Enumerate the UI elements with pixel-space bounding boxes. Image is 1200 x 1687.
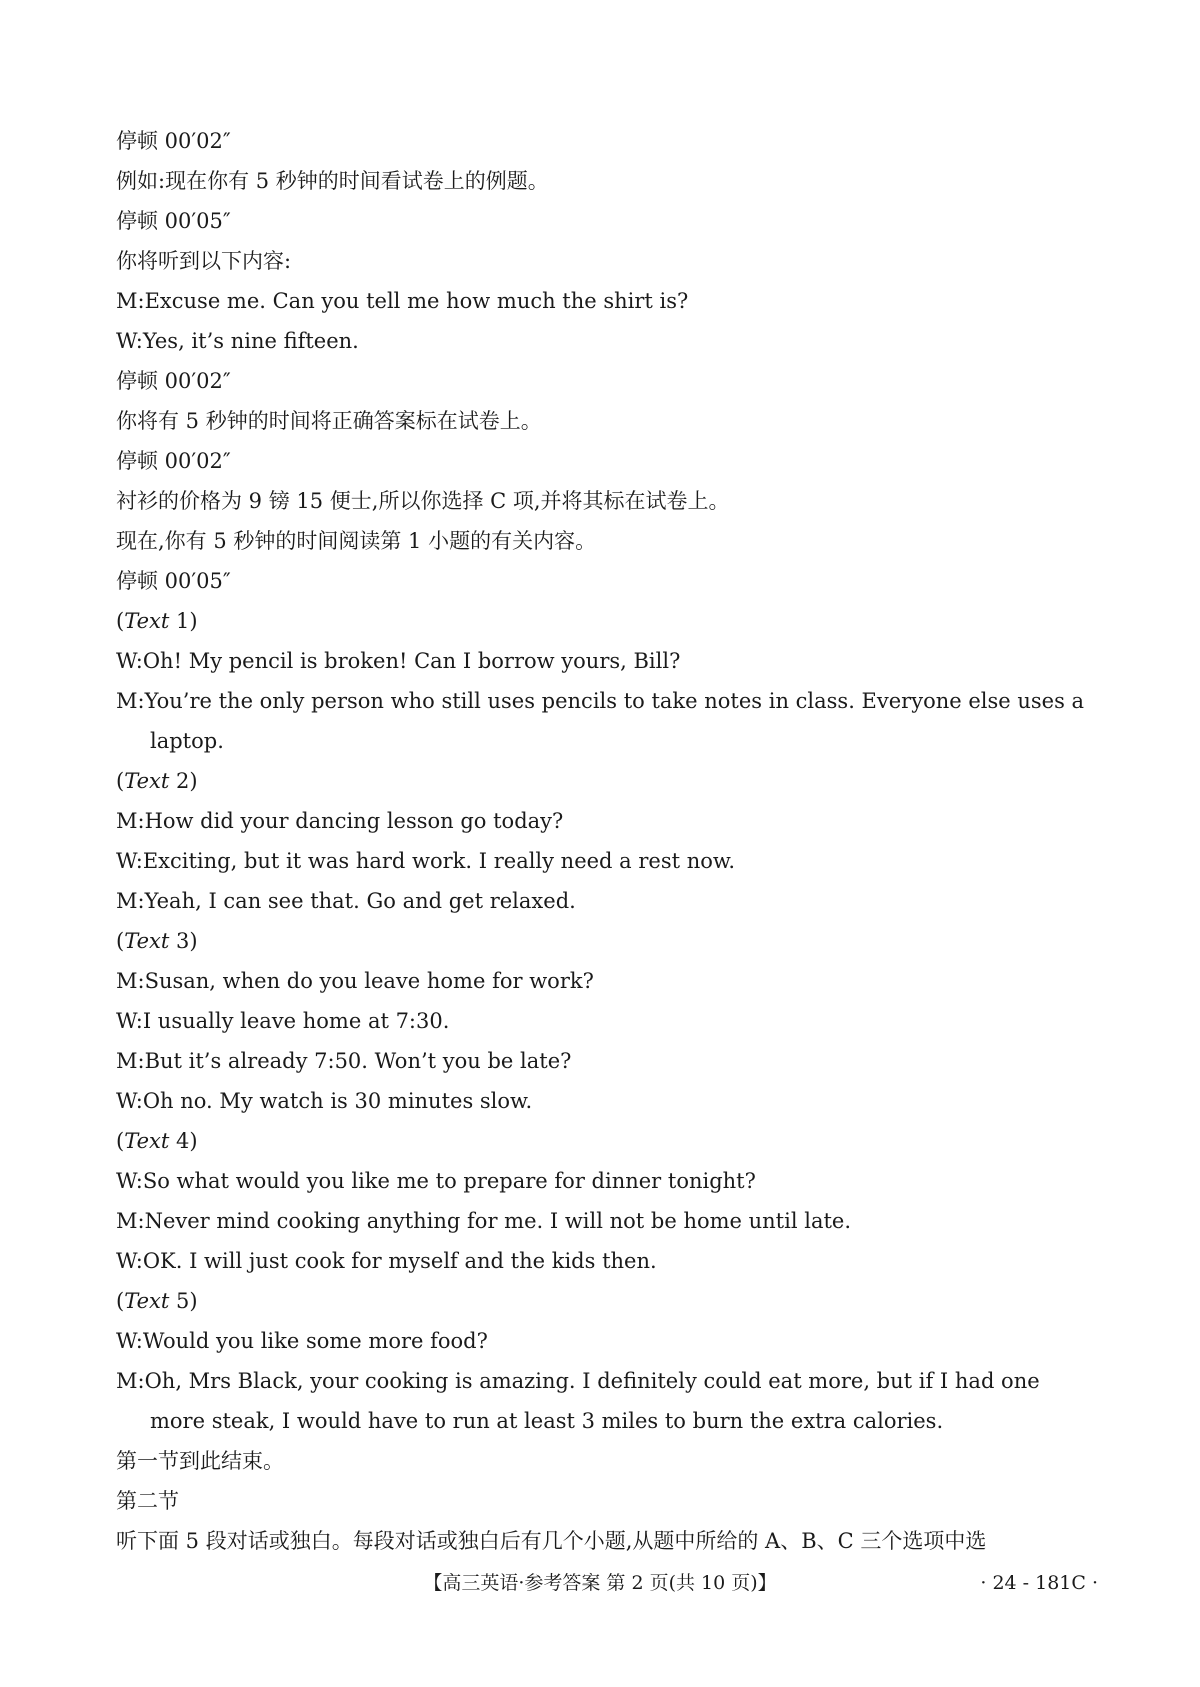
- dialogue-line: M:You’re the only person who still uses pencils to take notes in class. Everyone else uses a laptop.: [116, 689, 1085, 753]
- text-heading-open: (: [116, 769, 125, 793]
- text-heading-number: 3): [169, 929, 198, 953]
- text-heading-open: (: [116, 1289, 125, 1313]
- dialogue-line: M:Yeah, I can see that. Go and get relaxed.: [116, 889, 576, 913]
- dialogue-line: W:Oh no. My watch is 30 minutes slow.: [116, 1089, 533, 1113]
- dialogue-line: W:So what would you like me to prepare for dinner tonight?: [116, 1169, 756, 1193]
- pause-line: 停顿 00′05″: [116, 209, 231, 233]
- text-heading-number: 1): [169, 609, 198, 633]
- dialogue-line: W:Oh! My pencil is broken! Can I borrow yours, Bill?: [116, 649, 681, 673]
- dialogue-line: M:How did your dancing lesson go today?: [116, 809, 564, 833]
- instruction-line: 现在,你有 5 秒钟的时间阅读第 1 小题的有关内容。: [116, 529, 597, 553]
- instruction-line: 听下面 5 段对话或独白。每段对话或独白后有几个小题,从题中所给的 A、B、C 三个选项中选: [116, 1529, 987, 1553]
- pause-line: 停顿 00′02″: [116, 369, 231, 393]
- text-heading-word: Text: [124, 1289, 170, 1313]
- text-heading: [116, 921, 1100, 961]
- instruction-line: 你将有 5 秒钟的时间将正确答案标在试卷上。: [116, 409, 542, 433]
- text-heading-word: Text: [124, 1129, 170, 1153]
- footer-page-info: 【高三英语·参考答案 第 2 页(共 10 页)】: [423, 1572, 777, 1594]
- pause-line: 停顿 00′02″: [116, 129, 231, 153]
- pause-line: 停顿 00′05″: [116, 569, 231, 593]
- text-heading-number: 2): [169, 769, 198, 793]
- you-will-hear-line: 你将听到以下内容:: [116, 249, 292, 273]
- dialogue-line: W:OK. I will just cook for myself and the kids then.: [116, 1249, 657, 1273]
- text-heading: [116, 601, 1100, 641]
- text-heading-open: (: [116, 929, 125, 953]
- text-heading: [116, 1281, 1100, 1321]
- text-heading-number: 5): [169, 1289, 198, 1313]
- text-heading-number: 4): [169, 1129, 198, 1153]
- dialogue-line: M:Susan, when do you leave home for work?: [116, 969, 594, 993]
- dialogue-line: M:But it’s already 7:50. Won’t you be late?: [116, 1049, 572, 1073]
- text-heading-open: (: [116, 1129, 125, 1153]
- section-end-line: 第一节到此结束。: [116, 1449, 284, 1473]
- dialogue-line: W:I usually leave home at 7:30.: [116, 1009, 450, 1033]
- dialogue-line: M:Oh, Mrs Black, your cooking is amazing. I definitely could eat more, but if I had one more steak, I would have to run at least 3 miles to burn the extra calories.: [116, 1369, 1040, 1433]
- dialogue-line: W:Yes, it’s nine fifteen.: [116, 329, 359, 353]
- text-heading: [116, 761, 1100, 801]
- page-footer: [0, 1568, 1200, 1598]
- text-heading-word: Text: [124, 929, 170, 953]
- text-heading-open: (: [116, 609, 125, 633]
- text-heading-word: Text: [124, 609, 170, 633]
- dialogue-line: W:Would you like some more food?: [116, 1329, 488, 1353]
- dialogue-line: M:Excuse me. Can you tell me how much the shirt is?: [116, 289, 689, 313]
- footer-exam-code: · 24 - 181C ·: [980, 1572, 1098, 1594]
- text-heading: [116, 1121, 1100, 1161]
- page-content: [116, 121, 1100, 1561]
- answer-explanation: 衬衫的价格为 9 镑 15 便士,所以你选择 C 项,并将其标在试卷上。: [116, 489, 730, 513]
- section-heading: 第二节: [116, 1489, 179, 1513]
- text-heading-word: Text: [124, 769, 170, 793]
- dialogue-line: M:Never mind cooking anything for me. I will not be home until late.: [116, 1209, 851, 1233]
- pause-line: 停顿 00′02″: [116, 449, 231, 473]
- example-instruction: 例如:现在你有 5 秒钟的时间看试卷上的例题。: [116, 169, 549, 193]
- dialogue-line: W:Exciting, but it was hard work. I really need a rest now.: [116, 849, 736, 873]
